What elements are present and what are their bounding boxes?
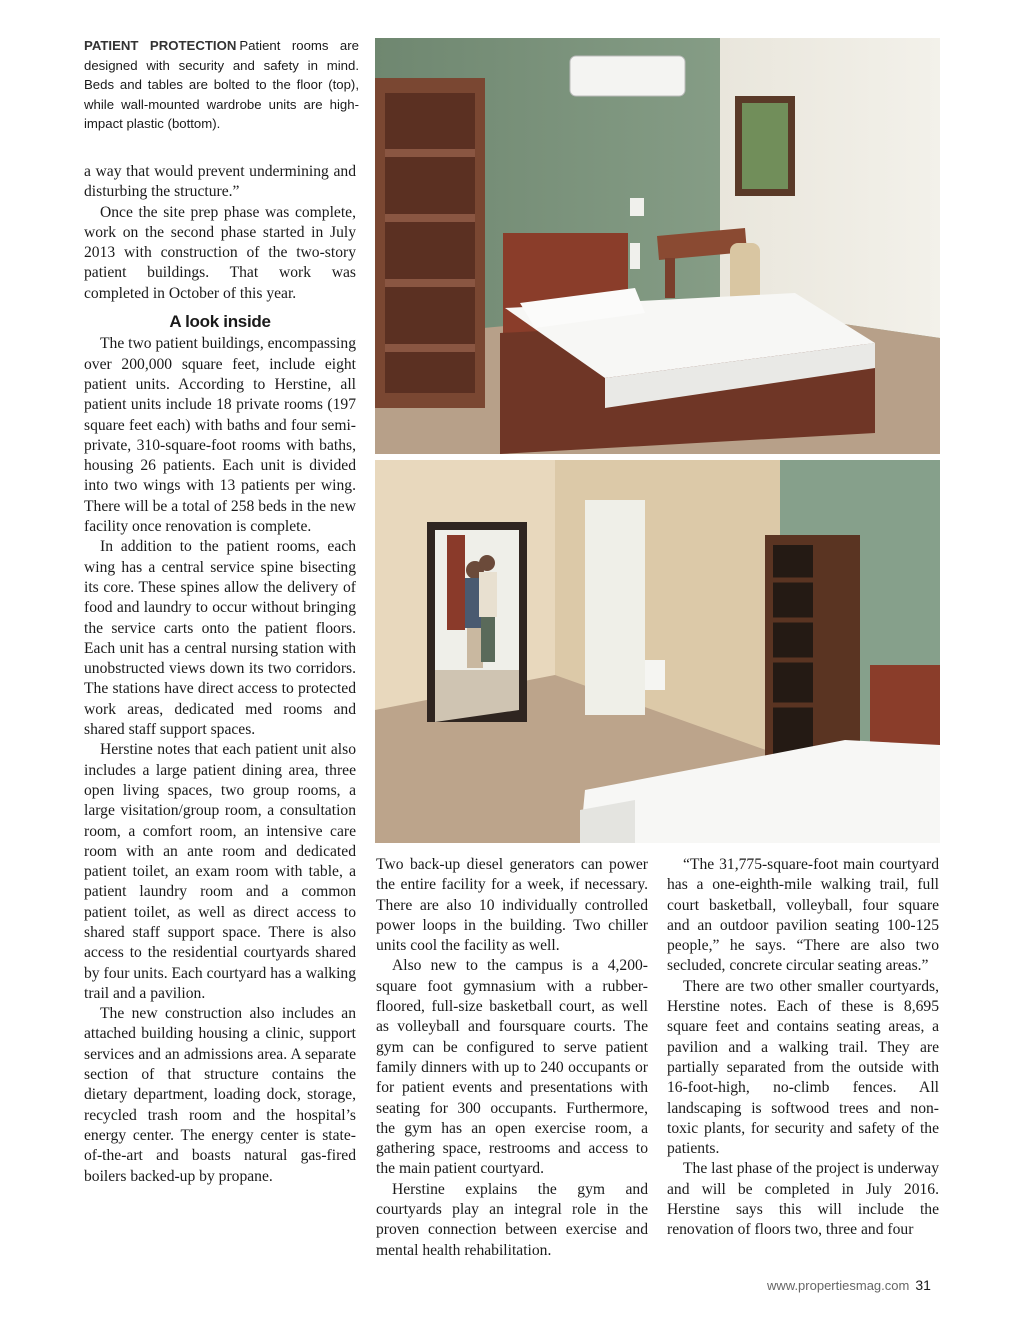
patient-room-photo-top <box>375 38 940 454</box>
text-column-3 <box>667 855 939 1241</box>
paragraph: The new construction also includes an attached building housing a clinic, support services and an admissions area. A separate section of that structure contains the dietary department, loading dock, storage, recycled trash room and the hospital’s energy center. The energy center is state-of-the-art and boasts natural gas-fired boilers backed-up by propane. <box>84 1005 356 1185</box>
page-footer <box>767 1277 931 1293</box>
section-subhead: A look inside <box>169 312 271 332</box>
paragraph: Once the site prep phase was complete, work on the second phase started in July 2013 with construction of the two-story patient buildings. That work was completed in October of this year. <box>84 203 356 302</box>
text-column-1 <box>84 162 356 1187</box>
paragraph: The two patient buildings, encompassing over 200,000 square feet, include eight patient units. According to Herstine, all patient units include 18 private rooms (197 square feet each) with baths and four semi-private, 310-square-foot rooms with baths, housing 26 patients. Each unit is divided into two wings with 13 patients per wing. There will be a total of 258 beds in the new facility once renovation is complete. <box>84 335 356 536</box>
bed-room-illustration <box>375 38 940 454</box>
paragraph: Two back-up diesel generators can power the entire facility for a week, if necessary. There are also 10 individually controlled power loops in the building. Two chiller units cool the facility as well. <box>376 856 648 955</box>
paragraph: In addition to the patient rooms, each wing has a central service spine bisecting its core. These spines allow the delivery of food and laundry to occur without bringing the service carts onto the patient floors. Each unit has a central nursing station with unobstructed views down its two corridors. The stations have direct access to protected work areas, dedicated med rooms and shared staff support spaces. <box>84 538 356 739</box>
page-number: 31 <box>915 1277 931 1293</box>
patient-room-photo-bottom <box>375 460 940 843</box>
footer-url: www.propertiesmag.com <box>767 1278 910 1293</box>
paragraph: “The 31,775-square-foot main courtyard has a one-eighth-mile walking trail, full court basketball, volleyball, four square and an outdoor pavilion seating 100-125 people,” he says. “There are also two secluded, concrete circular seating areas.” <box>667 856 939 975</box>
paragraph: There are two other smaller courtyards, Herstine notes. Each of these is 8,695 square feet and contains seating areas, a pavilion and a walking trail. They are partially separated from the outside with 16-foot-high, no-climb fences. All landscaping is softwood trees and non-toxic plants, for security and safety of the patients. <box>667 977 939 1158</box>
photo-caption <box>84 36 359 134</box>
paragraph: The last phase of the project is underway and will be completed in July 2016. Herstine says this will include the renovation of floors two, three and four <box>667 1160 939 1239</box>
caption-label: PATIENT PROTECTION <box>84 38 237 53</box>
text-column-2 <box>376 855 648 1261</box>
paragraph: a way that would prevent undermining and disturbing the structure.” <box>84 163 356 201</box>
paragraph: Herstine notes that each patient unit also includes a large patient dining area, three open living spaces, two group rooms, a large visitation/group room, a consultation room, a comfort room, an intensive care room with an ante room and dedicated patient toilet, an exam room with table, a patient laundry room and a common patient toilet, as well as direct access to shared staff support space. There is also access to the residential courtyards shared by four units. Each courtyard has a walking trail and a pavilion. <box>84 741 356 1002</box>
paragraph: Herstine explains the gym and courtyards play an integral role in the proven connection between exercise and mental health rehabilitation. <box>376 1180 648 1259</box>
paragraph: Also new to the campus is a 4,200-square foot gymnasium with a rubber-floored, full-size basketball court, as well as volleyball and foursquare courts. The gym can be configured to serve patient family dinners with up to 240 occupants or for patient events and presentations with seating for 300 occupants. Furthermore, the gym has an open exercise room, a gathering space, restrooms and access to the main patient courtyard. <box>376 957 648 1178</box>
caption-text: Patient rooms are designed with security and safety in mind. Beds and tables are bolted to the floor (top), while wall-mounted wardrobe units are high-impact plastic (bottom). <box>84 38 359 132</box>
wardrobe-room-illustration <box>375 460 940 843</box>
